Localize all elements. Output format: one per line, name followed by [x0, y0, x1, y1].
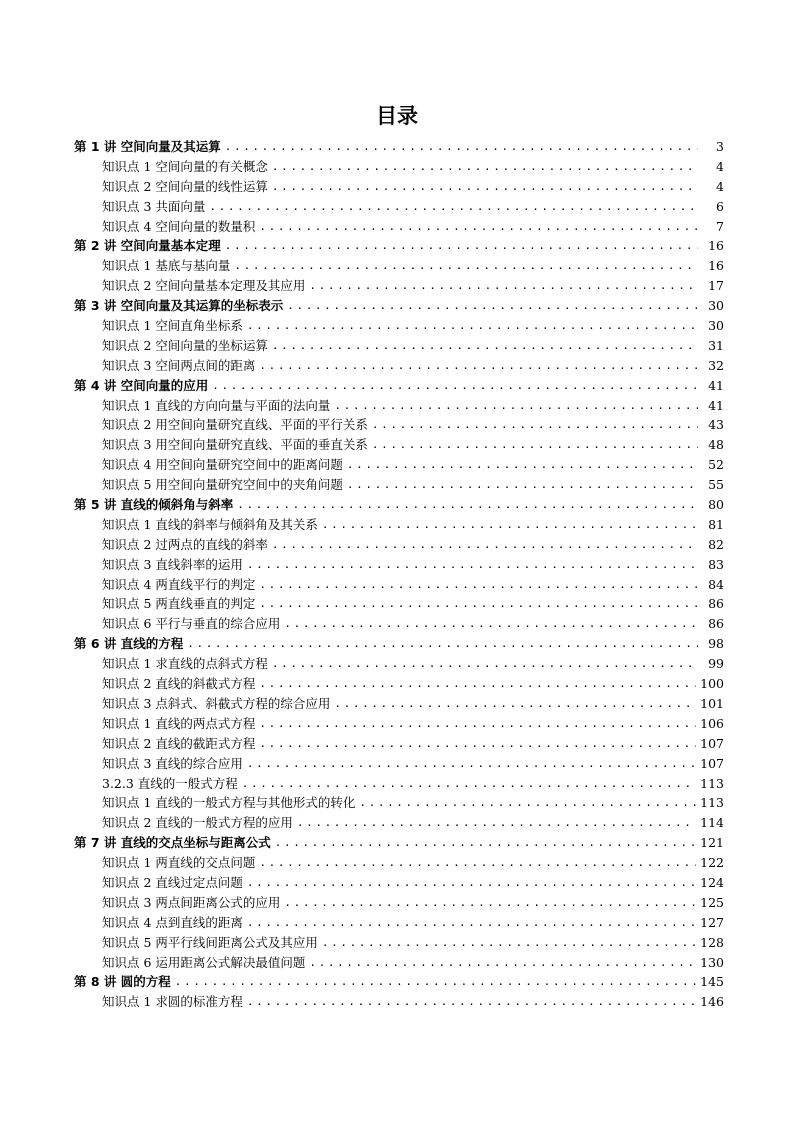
- toc-page-number: 41: [708, 397, 724, 413]
- toc-entry-label: 知识点 1 求直线的点斜式方程: [102, 656, 268, 672]
- toc-page-number: 125: [700, 894, 724, 910]
- toc-item-row[interactable]: [74, 734, 724, 754]
- toc-dot-leader: [259, 217, 698, 237]
- toc-dot-leader: [372, 415, 698, 435]
- toc-dot-leader: [247, 992, 696, 1012]
- toc-page-number: 82: [708, 536, 724, 552]
- toc-page-number: 86: [708, 616, 724, 632]
- toc-page-number: 43: [708, 417, 724, 433]
- toc-item-row[interactable]: [74, 396, 724, 416]
- toc-page-number: 83: [708, 556, 724, 572]
- toc-entry-label: 知识点 2 空间向量的线性运算: [102, 178, 268, 194]
- toc-dot-leader: [322, 933, 696, 953]
- toc-dot-leader: [259, 356, 698, 376]
- toc-dot-leader: [284, 893, 696, 913]
- toc-dot-leader: [225, 236, 698, 256]
- toc-entry-label: 知识点 3 直线斜率的运用: [102, 556, 243, 572]
- toc-dot-leader: [259, 575, 698, 595]
- toc-item-row[interactable]: [74, 793, 724, 813]
- toc-entry-label: 知识点 3 用空间向量研究直线、平面的垂直关系: [102, 437, 368, 453]
- toc-page-number: 41: [708, 377, 724, 393]
- toc-chapter-row[interactable]: [74, 376, 724, 396]
- toc-dot-leader: [272, 535, 698, 555]
- toc-entry-label: 知识点 6 运用距离公式解决最值问题: [102, 954, 306, 970]
- toc-item-row[interactable]: [74, 157, 724, 177]
- toc-dot-leader: [272, 157, 698, 177]
- toc-page-number: 127: [700, 914, 724, 930]
- toc-entry-label: 第 1 讲 空间向量及其运算: [74, 139, 221, 154]
- toc-dot-leader: [187, 634, 698, 654]
- toc-page-number: 6: [716, 198, 724, 214]
- toc-dot-leader: [359, 793, 696, 813]
- toc-chapter-row[interactable]: [74, 296, 724, 316]
- toc-page-number: 121: [700, 835, 724, 851]
- toc-page-number: 81: [708, 516, 724, 532]
- toc-dot-leader: [347, 475, 698, 495]
- toc-page-number: 114: [700, 815, 724, 831]
- toc-chapter-row[interactable]: [74, 495, 724, 515]
- toc-item-row[interactable]: [74, 953, 724, 973]
- toc-page-number: 16: [708, 238, 724, 254]
- toc-entry-label: 知识点 3 点斜式、斜截式方程的综合应用: [102, 695, 331, 711]
- toc-page-number: 113: [700, 775, 724, 791]
- toc-page-number: 113: [700, 795, 724, 811]
- toc-page-number: 4: [716, 178, 724, 194]
- toc-dot-leader: [247, 754, 696, 774]
- toc-item-row[interactable]: [74, 217, 724, 237]
- toc-dot-leader: [309, 953, 696, 973]
- toc-entry-label: 知识点 1 空间直角坐标系: [102, 318, 243, 334]
- toc-item-row[interactable]: [74, 177, 724, 197]
- toc-item-row[interactable]: [74, 594, 724, 614]
- toc-page-number: 130: [700, 954, 724, 970]
- toc-page-number: 4: [716, 158, 724, 174]
- toc-entry-label: 知识点 1 基底与基向量: [102, 258, 231, 274]
- toc-page-number: 106: [700, 715, 724, 731]
- toc-entry-label: 知识点 2 空间向量基本定理及其应用: [102, 278, 306, 294]
- toc-page-number: 52: [708, 457, 724, 473]
- toc-dot-leader: [209, 197, 698, 217]
- toc-chapter-row[interactable]: [74, 236, 724, 256]
- toc-dot-leader: [259, 734, 696, 754]
- toc-item-row[interactable]: [74, 913, 724, 933]
- toc-dot-leader: [334, 694, 696, 714]
- toc-dot-leader: [247, 873, 696, 893]
- toc-entry-label: 知识点 1 直线的方向向量与平面的法向量: [102, 397, 331, 413]
- toc-page-number: 86: [708, 596, 724, 612]
- toc-dot-leader: [212, 376, 698, 396]
- toc-item-row[interactable]: [74, 197, 724, 217]
- toc-dot-leader: [284, 614, 698, 634]
- toc-section-row[interactable]: [74, 774, 724, 794]
- toc-dot-leader: [272, 177, 698, 197]
- toc-dot-leader: [372, 435, 698, 455]
- toc-page-number: 16: [708, 258, 724, 274]
- toc-item-row[interactable]: [74, 654, 724, 674]
- toc-item-row[interactable]: [74, 316, 724, 336]
- toc-item-row[interactable]: [74, 276, 724, 296]
- toc-dot-leader: [259, 674, 696, 694]
- toc-dot-leader: [175, 972, 696, 992]
- toc-dot-leader: [234, 256, 698, 276]
- toc-page-number: 30: [708, 298, 724, 314]
- toc-entry-label: 知识点 4 点到直线的距离: [102, 914, 243, 930]
- toc-entry-label: 第 5 讲 直线的倾斜角与斜率: [74, 497, 234, 513]
- toc-dot-leader: [259, 714, 696, 734]
- toc-dot-leader: [272, 654, 698, 674]
- table-of-contents: [74, 137, 724, 1012]
- toc-entry-label: 知识点 6 平行与垂直的综合应用: [102, 616, 281, 632]
- toc-entry-label: 第 7 讲 直线的交点坐标与距离公式: [74, 835, 271, 851]
- toc-item-row[interactable]: [74, 893, 724, 913]
- toc-page-number: 80: [708, 497, 724, 513]
- toc-page-number: 84: [708, 576, 724, 592]
- toc-item-row[interactable]: [74, 555, 724, 575]
- toc-page-number: 124: [700, 874, 724, 890]
- toc-dot-leader: [297, 813, 696, 833]
- toc-entry-label: 知识点 2 直线的一般式方程的应用: [102, 815, 293, 831]
- toc-page-number: 98: [708, 636, 724, 652]
- toc-item-row[interactable]: [74, 873, 724, 893]
- toc-dot-leader: [237, 495, 698, 515]
- toc-dot-leader: [242, 774, 696, 794]
- page-title: 目录: [376, 104, 418, 128]
- toc-item-row[interactable]: [74, 415, 724, 435]
- toc-chapter-row[interactable]: [74, 634, 724, 654]
- toc-item-row[interactable]: [74, 515, 724, 535]
- toc-item-row[interactable]: [74, 475, 724, 495]
- toc-entry-label: 知识点 3 共面向量: [102, 198, 206, 214]
- toc-item-row[interactable]: [74, 336, 724, 356]
- toc-item-row[interactable]: [74, 694, 724, 714]
- toc-dot-leader: [225, 137, 698, 157]
- toc-item-row[interactable]: [74, 575, 724, 595]
- toc-page-number: 100: [700, 676, 724, 692]
- toc-entry-label: 知识点 3 两点间距离公式的应用: [102, 894, 281, 910]
- toc-item-row[interactable]: [74, 933, 724, 953]
- toc-page-number: 48: [708, 437, 724, 453]
- toc-entry-label: 知识点 1 直线的两点式方程: [102, 715, 256, 731]
- toc-item-row[interactable]: [74, 535, 724, 555]
- toc-dot-leader: [334, 396, 698, 416]
- toc-entry-label: 知识点 1 两直线的交点问题: [102, 855, 256, 871]
- toc-page-number: 128: [700, 934, 724, 950]
- toc-entry-label: 知识点 1 直线的一般式方程与其他形式的转化: [102, 795, 356, 811]
- toc-entry-label: 第 8 讲 圆的方程: [74, 974, 171, 990]
- toc-entry-label: 知识点 3 直线的综合应用: [102, 755, 243, 771]
- toc-entry-label: 知识点 5 两平行线间距离公式及其应用: [102, 934, 318, 950]
- toc-page-number: 3: [716, 139, 724, 154]
- toc-dot-leader: [247, 316, 698, 336]
- toc-entry-label: 3.2.3 直线的一般式方程: [102, 775, 238, 791]
- toc-page-number: 31: [708, 337, 724, 353]
- toc-page-number: 107: [700, 755, 724, 771]
- toc-entry-label: 知识点 4 用空间向量研究空间中的距离问题: [102, 457, 343, 473]
- toc-page-number: 122: [700, 855, 724, 871]
- toc-dot-leader: [247, 555, 698, 575]
- toc-item-row[interactable]: [74, 614, 724, 634]
- toc-page-number: 146: [700, 994, 724, 1010]
- toc-dot-leader: [259, 594, 698, 614]
- toc-item-row[interactable]: [74, 853, 724, 873]
- toc-entry-label: 知识点 2 过两点的直线的斜率: [102, 536, 268, 552]
- toc-page-number: 30: [708, 318, 724, 334]
- toc-item-row[interactable]: [74, 256, 724, 276]
- toc-entry-label: 知识点 3 空间两点间的距离: [102, 357, 256, 373]
- toc-entry-label: 知识点 4 空间向量的数量积: [102, 218, 256, 234]
- toc-page-number: 17: [708, 278, 724, 294]
- toc-item-row[interactable]: [74, 992, 724, 1012]
- toc-page-number: 99: [708, 656, 724, 672]
- toc-item-row[interactable]: [74, 754, 724, 774]
- toc-dot-leader: [309, 276, 698, 296]
- toc-entry-label: 知识点 1 求圆的标准方程: [102, 994, 243, 1010]
- toc-item-row[interactable]: [74, 714, 724, 734]
- toc-page-number: 7: [716, 218, 724, 234]
- toc-chapter-row[interactable]: [74, 137, 724, 157]
- toc-page-number: 101: [700, 695, 724, 711]
- toc-entry-label: 知识点 2 直线的截距式方程: [102, 735, 256, 751]
- toc-item-row[interactable]: [74, 674, 724, 694]
- toc-chapter-row[interactable]: [74, 972, 724, 992]
- toc-dot-leader: [322, 515, 698, 535]
- toc-dot-leader: [247, 913, 696, 933]
- toc-entry-label: 知识点 5 用空间向量研究空间中的夹角问题: [102, 477, 343, 493]
- toc-dot-leader: [275, 833, 696, 853]
- toc-dot-leader: [347, 455, 698, 475]
- toc-item-row[interactable]: [74, 356, 724, 376]
- toc-entry-label: 知识点 5 两直线垂直的判定: [102, 596, 256, 612]
- toc-page-number: 145: [700, 974, 724, 990]
- toc-chapter-row[interactable]: [74, 833, 724, 853]
- toc-page-number: 107: [700, 735, 724, 751]
- toc-entry-label: 知识点 1 直线的斜率与倾斜角及其关系: [102, 516, 318, 532]
- toc-entry-label: 第 4 讲 空间向量的应用: [74, 377, 209, 393]
- toc-entry-label: 第 2 讲 空间向量基本定理: [74, 238, 221, 254]
- toc-entry-label: 知识点 4 两直线平行的判定: [102, 576, 256, 592]
- toc-entry-label: 第 3 讲 空间向量及其运算的坐标表示: [74, 298, 284, 314]
- toc-entry-label: 第 6 讲 直线的方程: [74, 636, 184, 652]
- toc-page-number: 32: [708, 357, 724, 373]
- toc-item-row[interactable]: [74, 435, 724, 455]
- toc-page-number: 55: [708, 477, 724, 493]
- toc-dot-leader: [287, 296, 698, 316]
- toc-item-row[interactable]: [74, 455, 724, 475]
- toc-dot-leader: [272, 336, 698, 356]
- toc-entry-label: 知识点 2 用空间向量研究直线、平面的平行关系: [102, 417, 368, 433]
- toc-entry-label: 知识点 2 直线的斜截式方程: [102, 676, 256, 692]
- toc-entry-label: 知识点 1 空间向量的有关概念: [102, 158, 268, 174]
- toc-dot-leader: [259, 853, 696, 873]
- toc-entry-label: 知识点 2 空间向量的坐标运算: [102, 337, 268, 353]
- toc-entry-label: 知识点 2 直线过定点问题: [102, 874, 243, 890]
- toc-item-row[interactable]: [74, 813, 724, 833]
